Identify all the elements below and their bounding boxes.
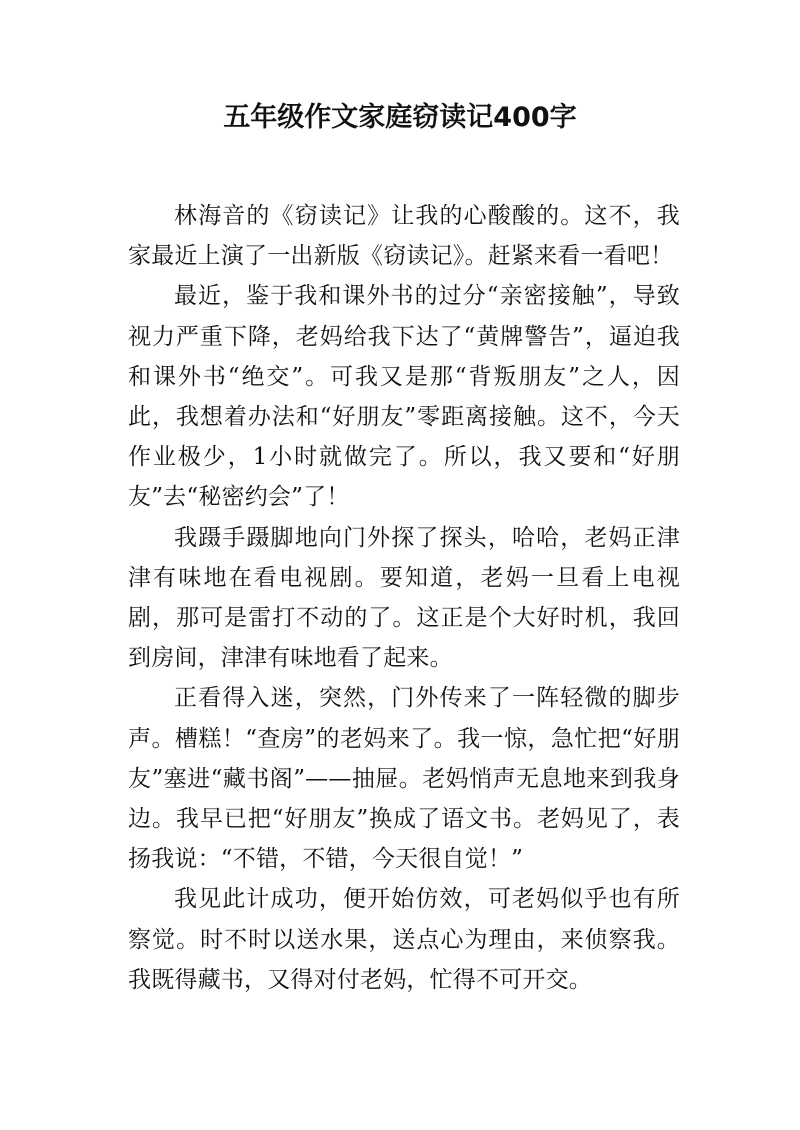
paragraph: 林海音的《窃读记》让我的心酸酸的。这不，我家最近上演了一出新版《窃读记》。赶紧来看一看吧！ [128, 203, 680, 270]
paragraph: 我见此计成功，便开始仿效，可老妈似乎也有所察觉。时不时以送水果，送点心为理由，来侦察我。我既得藏书，又得对付老妈，忙得不可开交。 [128, 886, 680, 993]
paragraph: 最近，鉴于我和课外书的过分“亲密接触”，导致视力严重下降，老妈给我下达了“黄牌警告”，逼迫我和课外书“绝交”。可我又是那“背叛朋友”之人，因此，我想着办法和“好朋友”零距离接触。这不，今天作业极少，1小时就做完了。所以，我又要和“好朋友”去“秘密约会”了！ [128, 283, 680, 511]
paragraph: 正看得入迷，突然，门外传来了一阵轻微的脚步声。槽糕！“查房”的老妈来了。我一惊，急忙把“好朋友”塞进“藏书阁”——抽屉。老妈悄声无息地来到我身边。我早已把“好朋友”换成了语文书。老妈见了，表扬我说：“不错，不错，今天很自觉！” [128, 685, 680, 873]
document-title: 五年级作文家庭窃读记400字 [223, 102, 577, 133]
document-body [128, 196, 680, 1000]
paragraph: 我蹑手蹑脚地向门外探了探头，哈哈，老妈正津津有味地在看电视剧。要知道，老妈一旦看上电视剧，那可是雷打不动的了。这正是个大好时机，我回到房间，津津有味地看了起来。 [128, 524, 680, 672]
